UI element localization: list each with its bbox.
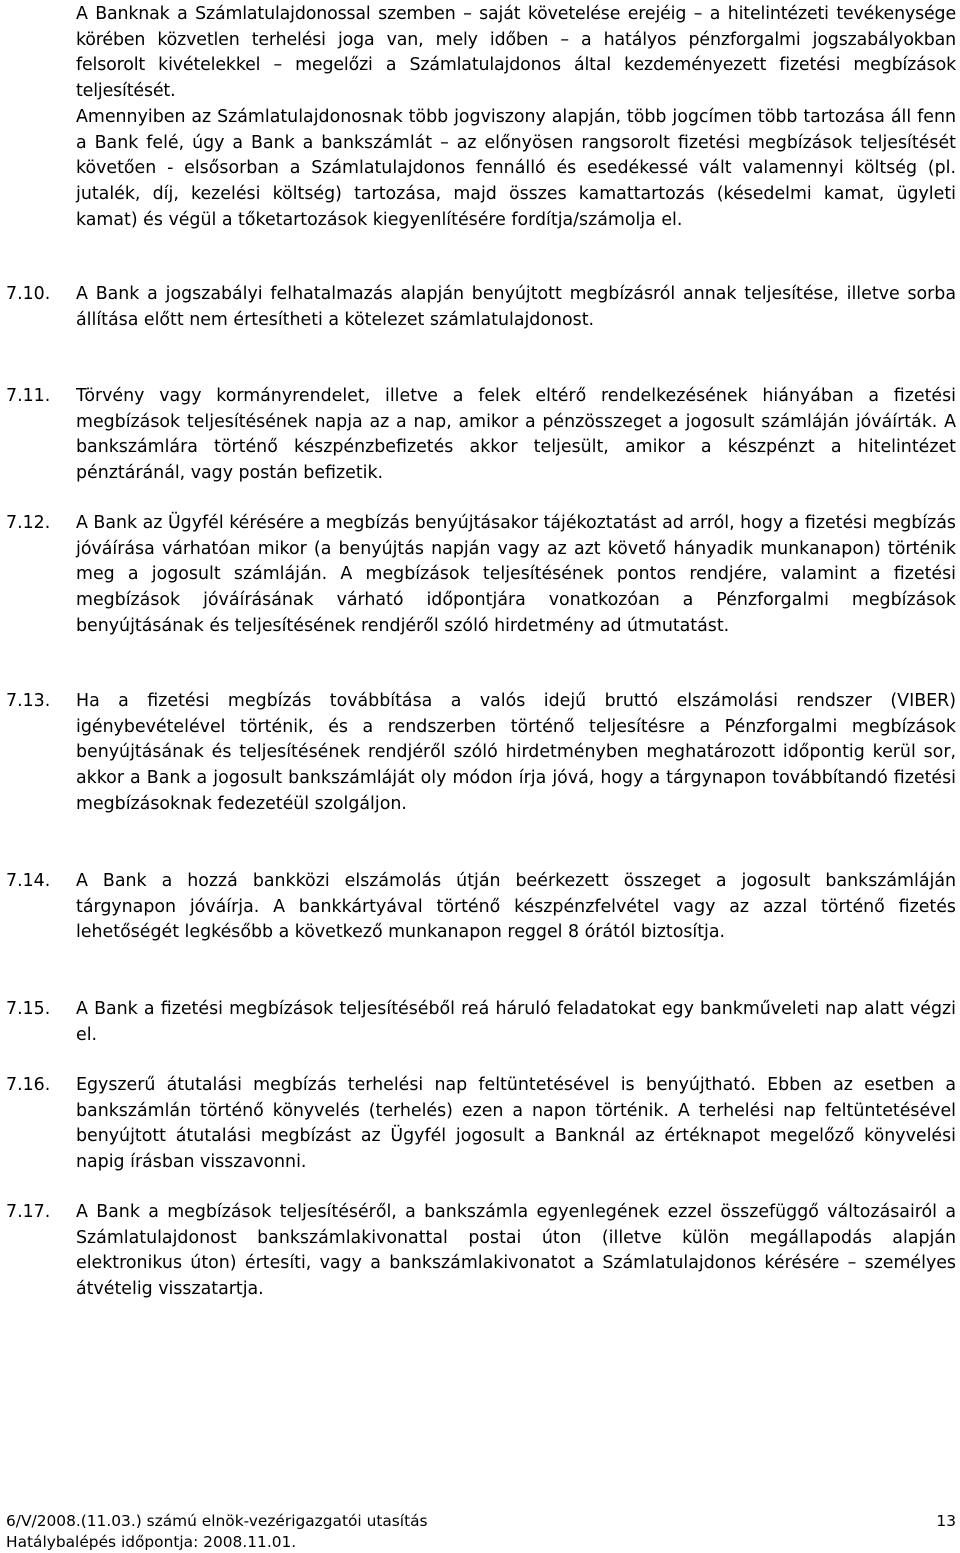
- section-text: A Bank a fizetési megbízások teljesítéséből reá háruló feladatokat egy bankműveleti nap alatt végzi el.: [76, 999, 956, 1045]
- intro-paragraph-1: [76, 2, 956, 105]
- section-text: A Bank a hozzá bankközi elszámolás útján beérkezett összeget a jogosult bankszámláján tárgynapon jóváírja. A bankkártyával történő készpénzfelvétel vagy az azzal történő fizetés lehetőségét legkésőbb a következő munkanapon reggel 8 órától biztosítja.: [76, 871, 956, 943]
- page-footer: [6, 1511, 956, 1553]
- section-number: 7.13.: [6, 691, 51, 711]
- section-number: 7.10.: [6, 284, 51, 304]
- section-text: A Bank a megbízások teljesítéséről, a bankszámla egyenlegének ezzel összefüggő változásairól a Számlatulajdonost bankszámlakivonattal postai úton (illetve külön megállapodás alapján elektronikus úton) értesíti, vagy a bankszámlakivonatot a Számlatulajdonos kérésére – személyes átvételig visszatartja.: [76, 1202, 956, 1300]
- paragraph-text: Amennyiben az Számlatulajdonosnak több jogviszony alapján, több jogcímen több tartozása áll fenn a Bank felé, úgy a Bank a bankszámlát – az előnyösen rangsorolt fizetési megbízások teljesítését követően - elsősorban a Számlatulajdonos fennálló és esedékessé vált valamennyi költség (pl. jutalék, díj, kezelési költség) tartozása, majd összes kamattartozás (késedelmi kamat, ügyleti kamat) és végül a tőketartozások kiegyenlítésére fordítja/számolja el.: [76, 107, 956, 230]
- section-text: Ha a fizetési megbízás továbbítása a valós idejű bruttó elszámolási rendszer (VIBER) igénybevételével történik, és a rendszerben történő teljesítésre a Pénzforgalmi megbízások benyújtásának és teljesítésének rendjéről szóló hirdetményben meghatározott időpontig kerül sor, akkor a Bank a jogosult bankszámláját oly módon írja jóvá, hogy a tárgynapon továbbítandó fizetési megbízásoknak fedezetéül szolgáljon.: [76, 691, 956, 814]
- section-number: 7.14.: [6, 871, 51, 891]
- footer-effective-date: Hatálybalépés időpontja: 2008.11.01.: [6, 1533, 297, 1551]
- paragraph-text: A Banknak a Számlatulajdonossal szemben – saját követelése erejéig – a hitelintézeti tevékenysége körében közvetlen terhelési joga van, mely időben – a hatályos pénzforgalmi jogszabályokban felsorolt kivételekkel – megelőzi a Számlatulajdonos által kezdeményezett fizetési megbízások teljesítését.: [76, 4, 956, 102]
- section-text: Egyszerű átutalási megbízás terhelési nap feltüntetésével is benyújtható. Ebben az esetben a bankszámlán történő könyvelés (terhelés) ezen a napon történik. A terhelési nap feltüntetésével benyújtott átutalási megbízást az Ügyfél jogosult a Banknál az értéknapot megelőző könyvelési napig írásban visszavonni.: [76, 1075, 956, 1173]
- section-number: 7.15.: [6, 999, 51, 1019]
- section-text: A Bank az Ügyfél kérésére a megbízás benyújtásakor tájékoztatást ad arról, hogy a fizetési megbízás jóváírása várhatóan mikor (a benyújtás napján vagy az azt követő hányadik munkanapon) történik meg a jogosult számláján. A megbízások teljesítésének pontos rendjére, valamint a fizetési megbízások jóváírásának várható időpontjára vonatkozóan a Pénzforgalmi megbízások benyújtásának és teljesítésének rendjéről szóló hirdetmény ad útmutatást.: [76, 513, 956, 636]
- section-number: 7.12.: [6, 513, 51, 533]
- section-number: 7.11.: [6, 386, 51, 406]
- page-number: 13: [936, 1512, 956, 1530]
- footer-directive: 6/V/2008.(11.03.) számú elnök-vezérigazgatói utasítás: [6, 1512, 428, 1530]
- section-text: Törvény vagy kormányrendelet, illetve a felek eltérő rendelkezésének hiányában a fizetési megbízások teljesítésének napja az a nap, amikor a pénzösszeget a jogosult számláján jóváírták. A bankszámlára történő készpénzbefizetés akkor teljesült, amikor a készpénzt a hitelintézet pénztáránál, vagy postán befizetik.: [76, 386, 956, 484]
- intro-paragraph-2: [76, 105, 956, 234]
- section-text: A Bank a jogszabályi felhatalmazás alapján benyújtott megbízásról annak teljesítése, illetve sorba állítása előtt nem értesítheti a kötelezet számlatulajdonost.: [76, 284, 956, 330]
- section-number: 7.17.: [6, 1202, 51, 1222]
- section-number: 7.16.: [6, 1075, 51, 1095]
